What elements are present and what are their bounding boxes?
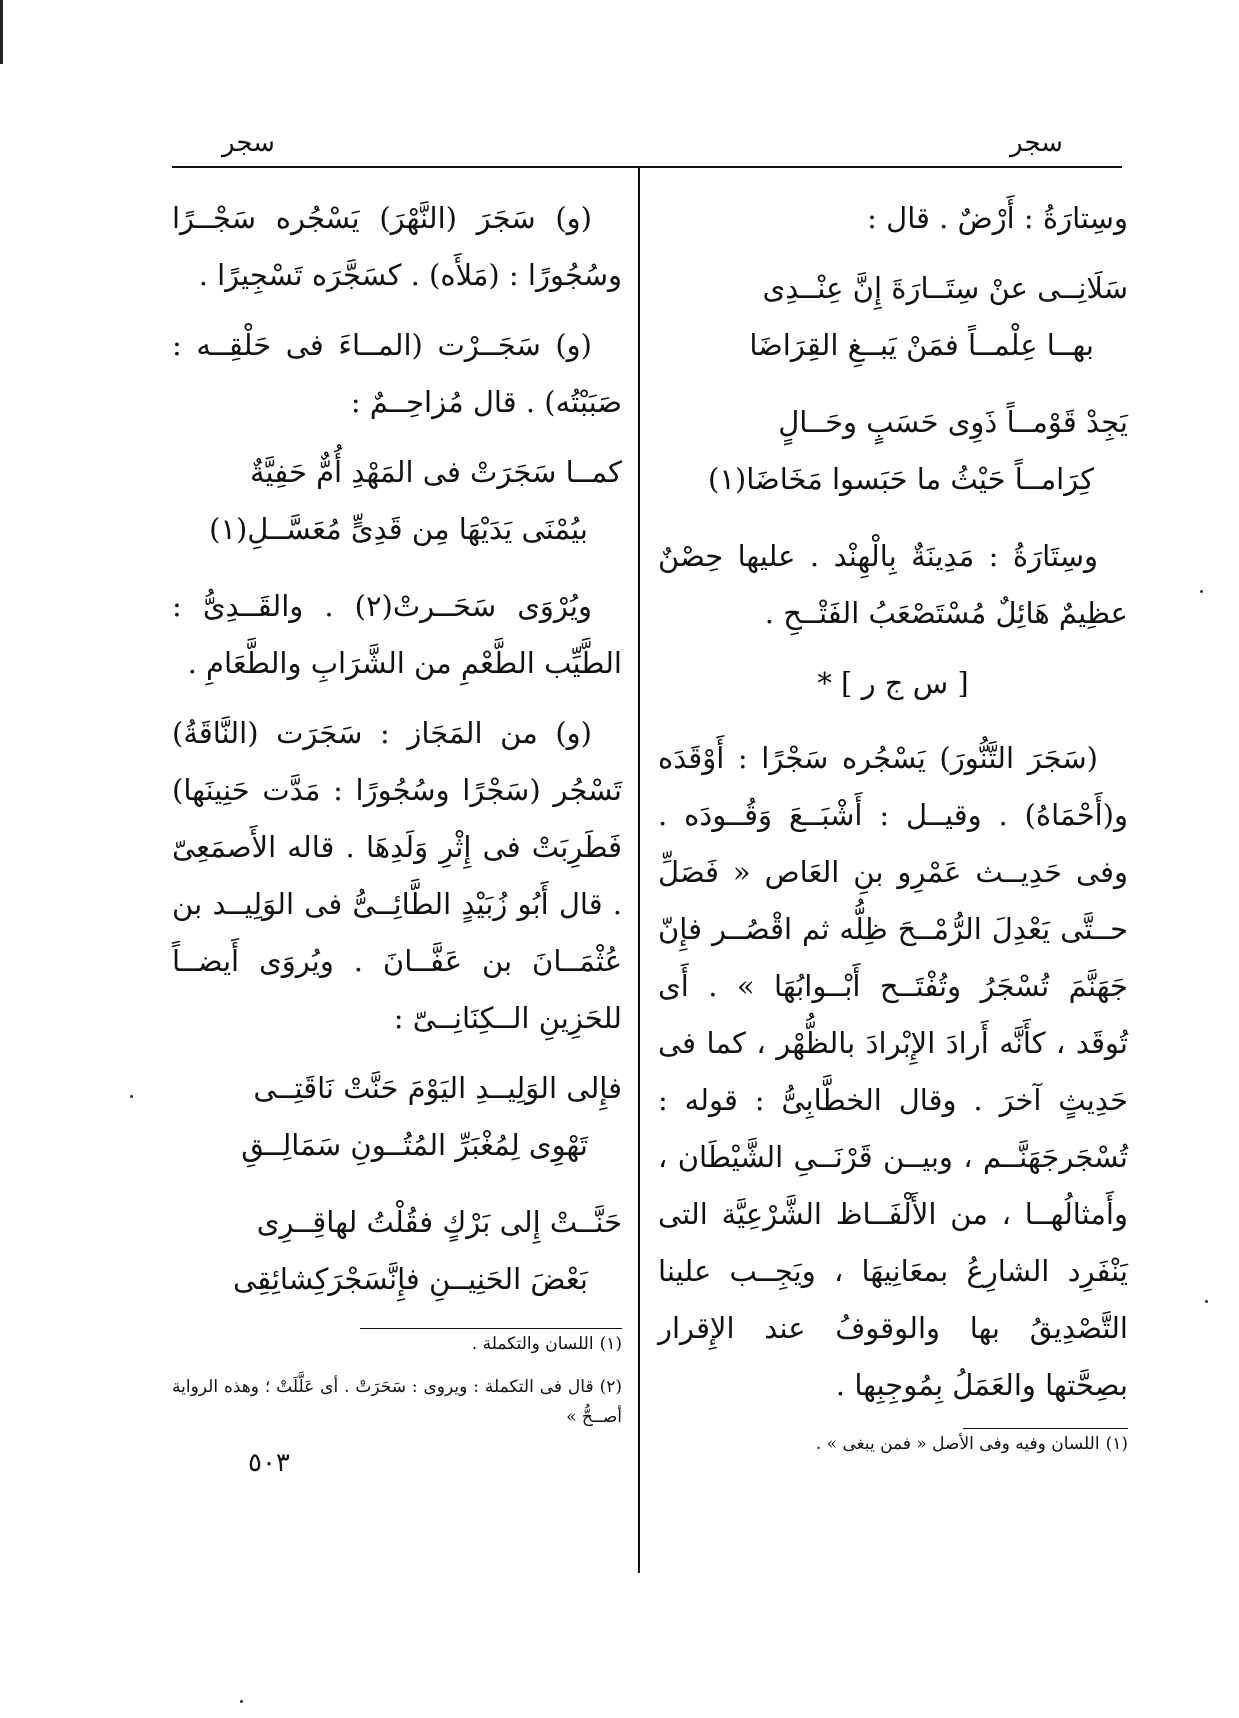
footnote xyxy=(172,1372,622,1432)
paragraph: وسِتَارَةُ : مَدِينَةٌ بِالْهِنْد . عليها حِصْنٌ عظِيمٌ هَائِلٌ مُسْتَصْعَبُ الفَتْــحِ . xyxy=(658,539,1128,630)
verse-line: فإِلى الوَلِيــدِ اليَوْمَ حَنَّتْ نَاقَتِــى xyxy=(253,1071,622,1105)
verse-line: يَجِدْ قَوْمــاً ذَوِى حَسَبٍ وحَــالٍ xyxy=(778,405,1128,439)
footnote-text: قال فى التكملة : ويروى : سَحَرَتْ . أى عَلَّلَتْ ؛ وهذه الرواية أصــحُّ » xyxy=(172,1377,622,1427)
verse-line: كمــا سَجَرَتْ فى المَهْدِ أُمٌّ حَفِيَّةٌ xyxy=(249,455,622,489)
verse-line: بيُمْنَى يَدَيْهَا مِن قَدِىٍّ مُعَسَّــلِ(١) xyxy=(209,512,588,546)
scan-edge-mark xyxy=(0,0,3,64)
verse-line: تَهْوِى لِمُغْبَرِّ المُتُــونِ سَمَالِــقِ xyxy=(241,1128,588,1162)
footnote xyxy=(658,1429,1128,1459)
verse-line: بهــا عِلْمــاً فمَنْ يَبــغِ القِرَاضَا xyxy=(749,328,1094,362)
page-number: ٥٠٣ xyxy=(248,1448,290,1478)
column-divider xyxy=(638,168,640,1573)
verse-line: كِرَامــاً حَيْثُ ما حَبَسوا مَخَاضَا(١) xyxy=(708,462,1094,496)
footnote xyxy=(172,1329,622,1359)
header-rule xyxy=(172,166,1122,168)
entry-intro: وسِتارَةُ : أَرْضٌ . قال : xyxy=(867,201,1128,235)
left-column xyxy=(172,190,622,1445)
scan-speck xyxy=(240,1700,243,1703)
footnote-number: (١) xyxy=(1105,1434,1128,1454)
paragraph: (سَجَرَ التَّنُّورَ) يَسْجُره سَجْرًا : أَوْقَدَه و(أَحْمَاهُ) . وقيــل : أَشْبَــعَ وَقُــودَه . وفى حَدِيــث عَمْرِو بنِ العَاص « فَصَلِّ حــتَّى يَعْدِلَ الرُّمْــحَ ظِلُّه ثم اقْصُــر فإِنّ جَهَنَّمَ تُسْجَرُ وتُفْتَــح أَبْــوابُهَا » . أَى تُوقَد ، كأَنَّه أَرادَ الإِبْرادَ بالظُّهْر ، كما فى حَدِيثٍ آخرَ . وقال الخطَّابِىُّ : قوله : تُسْجَرجَهَنَّــم ، وبيــن قَرْنَــىِ الشَّيْطَان ، وأَمثالُهــا ، من الأَلْفَــاظ الشَّرْعِيَّة التى يَنْفَرِد الشارِعُ بمعَانِيهَا ، ويَجِــب علينا التَّصْدِيقُ بها والوقوفُ عند الإِقرار بصِحَّتها والعَمَلُ بِمُوجِبِها . xyxy=(658,741,1128,1402)
paragraph: (و) سَجَرَ (النَّهْرَ) يَسْجُره سَجْــرًا وسُجُورًا : (مَلأَه) . كسَجَّرَه تَسْجِيرًا . xyxy=(172,201,622,292)
running-header-left: سجر xyxy=(222,128,275,158)
running-header-right: سجر xyxy=(1010,128,1063,158)
scan-speck xyxy=(130,1095,133,1098)
right-column xyxy=(658,190,1128,1472)
paragraph: (و) من المَجَاز : سَجَرَت (النَّاقَةُ) تَسْجُر (سَجْرًا وسُجُورًا : مَدَّت حَنِينَها) فَطَرِبَتْ فى إِثْرِ وَلَدِهَا . قاله الأَصمَعِىّ . قال أَبُو زُبَيْدٍ الطَّائِــىُّ فى الوَلِيــد بن عُثْمَــانَ بن عَفَّــانَ . ويُروَى أَيضــاً للحَزِينِ الــكِنَانِــىّ : xyxy=(172,716,622,1035)
verse-line: بَعْضَ الحَنِيــنِ فإِنَّسَجْرَكِشائِقِى xyxy=(233,1262,588,1296)
footnote-number: (١) xyxy=(599,1334,622,1354)
root-heading: [ س ج ر ] * xyxy=(817,666,969,700)
scan-speck xyxy=(1205,1300,1208,1303)
scan-speck xyxy=(1200,590,1203,593)
footnote-number: (٢) xyxy=(599,1377,622,1397)
paragraph: (و) سَجَــرْت (المــاءَ فى حَلْقِــه : صَبَبْتُه) . قال مُزاحِــمٌ : xyxy=(172,328,622,419)
verse-line: سَلَانِــى عنْ سِتَــارَةَ إِنَّ عِنْــدِى xyxy=(762,271,1128,305)
verse-line: حَنَّــتْ إِلى بَرْكٍ فقُلْتُ لهاقِــرِى xyxy=(256,1205,622,1239)
footnote-text: اللسان والتكملة . xyxy=(471,1334,594,1354)
footnote-text: اللسان وفيه وفى الأصل « فمن يبغى » . xyxy=(815,1434,1100,1454)
paragraph: ويُرْوَى سَحَــرتْ(٢) . والقَــدِىُّ : الطَّيِّب الطَّعْمِ من الشَّرَابِ والطَّعَامِ . xyxy=(172,589,622,680)
